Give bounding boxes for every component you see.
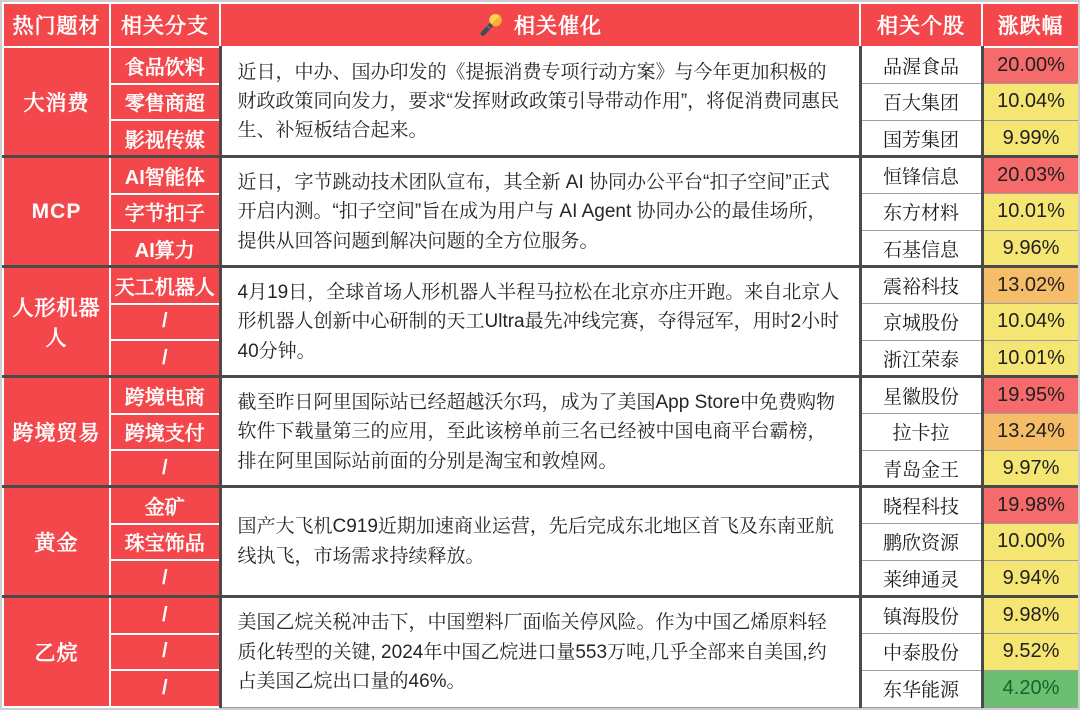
stock-name-cell: 浙江荣泰 <box>860 340 982 377</box>
stock-name-cell: 国芳集团 <box>860 120 982 157</box>
table-row <box>3 47 1079 84</box>
table-row <box>3 157 1079 194</box>
market-themes-table <box>2 2 1080 708</box>
stock-name-cell: 莱绅通灵 <box>860 560 982 597</box>
stock-name-cell: 星徽股份 <box>860 377 982 414</box>
table-row <box>3 597 1079 634</box>
change-cell: 10.04% <box>982 304 1079 341</box>
branch-cell: / <box>110 340 220 377</box>
catalyst-cell: 美国乙烷关税冲击下，中国塑料厂面临关停风险。作为中国乙烯原料轻质化转型的关键, 2024年中国乙烷进口量553万吨,几乎全部来自美国,约占美国乙烷出口量的46%。 <box>220 597 860 707</box>
change-cell: 13.02% <box>982 267 1079 304</box>
header-catalyst-label: 相关催化 <box>514 15 602 38</box>
header-catalyst <box>220 3 860 47</box>
branch-cell: 影视传媒 <box>110 120 220 157</box>
stock-name-cell: 鹏欣资源 <box>860 524 982 561</box>
change-cell: 10.01% <box>982 340 1079 377</box>
header-change: 涨跌幅 <box>982 3 1079 47</box>
change-cell: 10.01% <box>982 194 1079 231</box>
catalyst-cell: 近日，字节跳动技术团队宣布，其全新 AI 协同办公平台“扣子空间”正式开启内测。“扣子空间”旨在成为用户与 AI Agent 协同办公的最佳场所，提供从回答问题到解决问题的全方位服务。 <box>220 157 860 267</box>
table-row <box>3 377 1079 414</box>
change-cell: 19.95% <box>982 377 1079 414</box>
catalyst-cell: 近日，中办、国办印发的《提振消费专项行动方案》与今年更加积极的财政政策同向发力，要求“发挥财政政策引导带动作用”，将促消费同惠民生、补短板结合起来。 <box>220 47 860 157</box>
stock-name-cell: 镇海股份 <box>860 597 982 634</box>
branch-cell: AI智能体 <box>110 157 220 194</box>
branch-cell: / <box>110 670 220 707</box>
stock-name-cell: 中泰股份 <box>860 634 982 671</box>
stock-name-cell: 品渥食品 <box>860 47 982 84</box>
branch-cell: / <box>110 450 220 487</box>
stock-name-cell: 青岛金王 <box>860 450 982 487</box>
branch-cell: / <box>110 304 220 341</box>
change-cell: 9.96% <box>982 230 1079 267</box>
change-cell: 9.97% <box>982 450 1079 487</box>
change-cell: 20.03% <box>982 157 1079 194</box>
branch-cell: 金矿 <box>110 487 220 524</box>
change-cell: 9.52% <box>982 634 1079 671</box>
branch-cell: / <box>110 597 220 634</box>
topic-cell: MCP <box>3 157 110 267</box>
catalyst-cell: 4月19日，全球首场人形机器人半程马拉松在北京亦庄开跑。来自北京人形机器人创新中心研制的天工Ultra最先冲线完赛，夺得冠军，用时2小时40分钟。 <box>220 267 860 377</box>
change-cell: 9.98% <box>982 597 1079 634</box>
table-row <box>3 487 1079 524</box>
header-stock: 相关个股 <box>860 3 982 47</box>
branch-cell: 跨境电商 <box>110 377 220 414</box>
stock-name-cell: 石基信息 <box>860 230 982 267</box>
microphone-icon <box>478 12 504 38</box>
stock-name-cell: 东方材料 <box>860 194 982 231</box>
change-cell: 10.04% <box>982 84 1079 121</box>
header-branch: 相关分支 <box>110 3 220 47</box>
change-cell: 9.99% <box>982 120 1079 157</box>
branch-cell: / <box>110 634 220 671</box>
topic-cell: 黄金 <box>3 487 110 597</box>
change-cell: 9.94% <box>982 560 1079 597</box>
catalyst-cell: 国产大飞机C919近期加速商业运营，先后完成东北地区首飞及东南亚航线执飞，市场需求持续释放。 <box>220 487 860 597</box>
stock-name-cell: 东华能源 <box>860 670 982 707</box>
change-cell: 10.00% <box>982 524 1079 561</box>
stock-name-cell: 百大集团 <box>860 84 982 121</box>
branch-cell: / <box>110 560 220 597</box>
branch-cell: 零售商超 <box>110 84 220 121</box>
topic-cell: 人形机器人 <box>3 267 110 377</box>
change-cell: 4.20% <box>982 670 1079 707</box>
branch-cell: 珠宝饰品 <box>110 524 220 561</box>
table-row <box>3 267 1079 304</box>
stock-name-cell: 京城股份 <box>860 304 982 341</box>
stock-name-cell: 恒锋信息 <box>860 157 982 194</box>
branch-cell: 跨境支付 <box>110 414 220 451</box>
header-row <box>3 3 1079 47</box>
header-topic: 热门题材 <box>3 3 110 47</box>
change-cell: 20.00% <box>982 47 1079 84</box>
branch-cell: AI算力 <box>110 230 220 267</box>
topic-cell: 大消费 <box>3 47 110 157</box>
change-cell: 19.98% <box>982 487 1079 524</box>
stock-name-cell: 晓程科技 <box>860 487 982 524</box>
stock-name-cell: 震裕科技 <box>860 267 982 304</box>
branch-cell: 食品饮料 <box>110 47 220 84</box>
catalyst-cell: 截至昨日阿里国际站已经超越沃尔玛，成为了美国App Store中免费购物软件下载量第三的应用，至此该榜单前三名已经被中国电商平台霸榜，排在阿里国际站前面的分别是淘宝和敦煌网。 <box>220 377 860 487</box>
topic-cell: 跨境贸易 <box>3 377 110 487</box>
branch-cell: 字节扣子 <box>110 194 220 231</box>
topic-cell: 乙烷 <box>3 597 110 707</box>
stock-name-cell: 拉卡拉 <box>860 414 982 451</box>
branch-cell: 天工机器人 <box>110 267 220 304</box>
change-cell: 13.24% <box>982 414 1079 451</box>
